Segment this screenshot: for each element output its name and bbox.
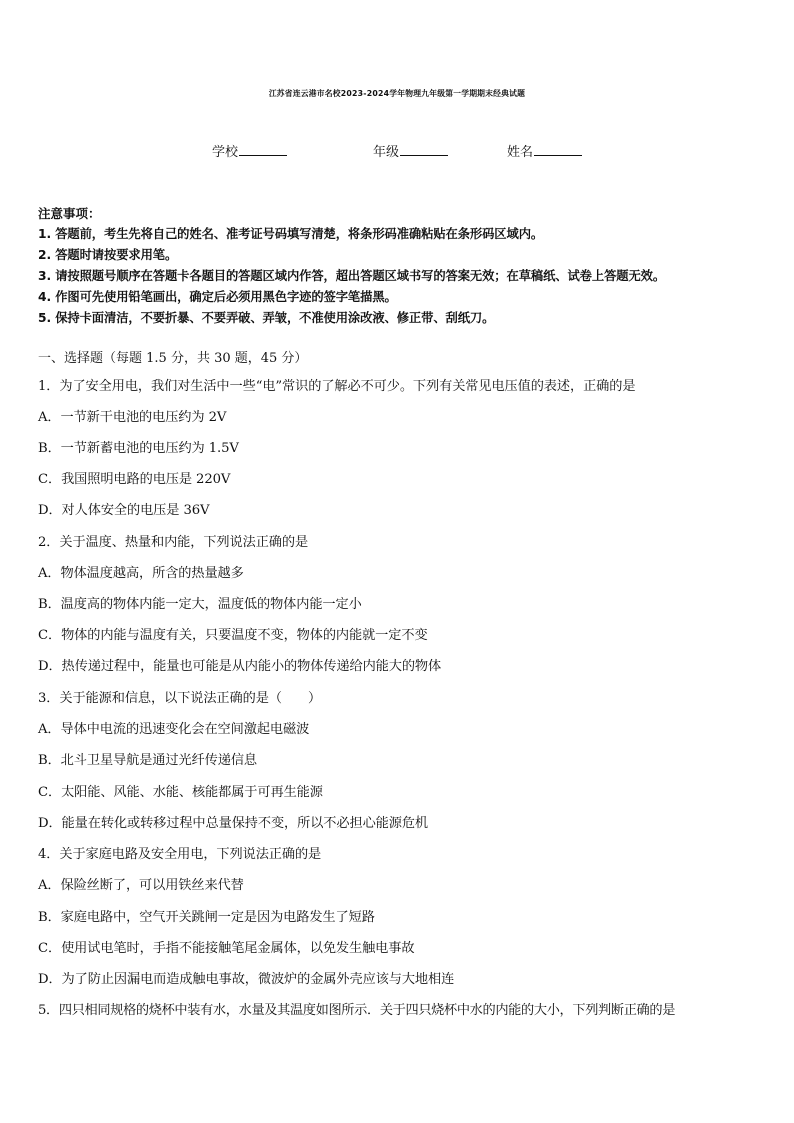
grade-blank[interactable]	[400, 143, 448, 156]
option-d: D．能量在转化或转移过程中总量保持不变，所以不必担心能源危机	[38, 816, 429, 831]
note-item: 4. 作图可先使用铅笔画出，确定后必须用黑色字迹的签字笔描黑。	[38, 290, 397, 304]
school-field[interactable]	[212, 141, 287, 160]
school-blank[interactable]	[239, 143, 287, 156]
option-b: B．一节新蓄电池的电压约为 1.5V	[38, 441, 239, 456]
name-blank[interactable]	[534, 143, 582, 156]
name-label: 姓名	[507, 145, 534, 160]
option-b: B．家庭电路中，空气开关跳闸一定是因为电路发生了短路	[38, 910, 375, 925]
option-a: A．保险丝断了，可以用铁丝来代替	[38, 878, 244, 893]
question-stem: 1．为了安全用电，我们对生活中一些“电”常识的了解必不可少。下列有关常见电压值的表述，正确的是	[38, 379, 636, 394]
question-stem: 5．四只相同规格的烧杯中装有水，水量及其温度如图所示．关于四只烧杯中水的内能的大小，下列判断正确的是	[38, 1003, 676, 1018]
grade-field[interactable]	[373, 141, 448, 160]
notes-heading: 注意事项：	[38, 206, 101, 221]
option-d: D．为了防止因漏电而造成触电事故，微波炉的金属外壳应该与大地相连	[38, 972, 455, 987]
option-c: C．使用试电笔时，手指不能接触笔尾金属体，以免发生触电事故	[38, 941, 415, 956]
note-item: 2. 答题时请按要求用笔。	[38, 248, 178, 262]
exam-title: 江苏省连云港市名校2023-2024学年物理九年级第一学期期末经典试题	[268, 89, 526, 98]
option-b: B．北斗卫星导航是通过光纤传递信息	[38, 753, 257, 768]
option-c: C．太阳能、风能、水能、核能都属于可再生能源	[38, 785, 323, 800]
option-a: A．物体温度越高，所含的热量越多	[38, 566, 244, 581]
option-b: B．温度高的物体内能一定大，温度低的物体内能一定小	[38, 597, 362, 612]
option-c: C．物体的内能与温度有关，只要温度不变，物体的内能就一定不变	[38, 628, 428, 643]
question-stem: 3．关于能源和信息，以下说法正确的是（ ）	[38, 691, 322, 706]
option-d: D．热传递过程中，能量也可能是从内能小的物体传递给内能大的物体	[38, 659, 442, 674]
grade-label: 年级	[373, 145, 400, 160]
option-a: A．导体中电流的迅速变化会在空间激起电磁波	[38, 722, 310, 737]
option-a: A．一节新干电池的电压约为 2V	[38, 410, 227, 425]
question-stem: 4．关于家庭电路及安全用电，下列说法正确的是	[38, 847, 322, 862]
note-item: 5. 保持卡面清洁，不要折暴、不要弄破、弄皱，不准使用涂改液、修正带、刮纸刀。	[38, 311, 495, 325]
option-d: D．对人体安全的电压是 36V	[38, 503, 210, 518]
note-item: 1. 答题前，考生先将自己的姓名、准考证号码填写清楚，将条形码准确粘贴在条形码区域内。	[38, 227, 544, 241]
note-item: 3. 请按照题号顺序在答题卡各题目的答题区域内作答，超出答题区域书写的答案无效；在草稿纸、试卷上答题无效。	[38, 269, 666, 283]
option-c: C．我国照明电路的电压是 220V	[38, 472, 231, 487]
question-stem: 2．关于温度、热量和内能，下列说法正确的是	[38, 535, 309, 550]
section-title: 一、选择题（每题 1.5 分，共 30 题，45 分）	[38, 351, 308, 366]
school-label: 学校	[212, 145, 239, 160]
name-field[interactable]	[507, 141, 582, 160]
